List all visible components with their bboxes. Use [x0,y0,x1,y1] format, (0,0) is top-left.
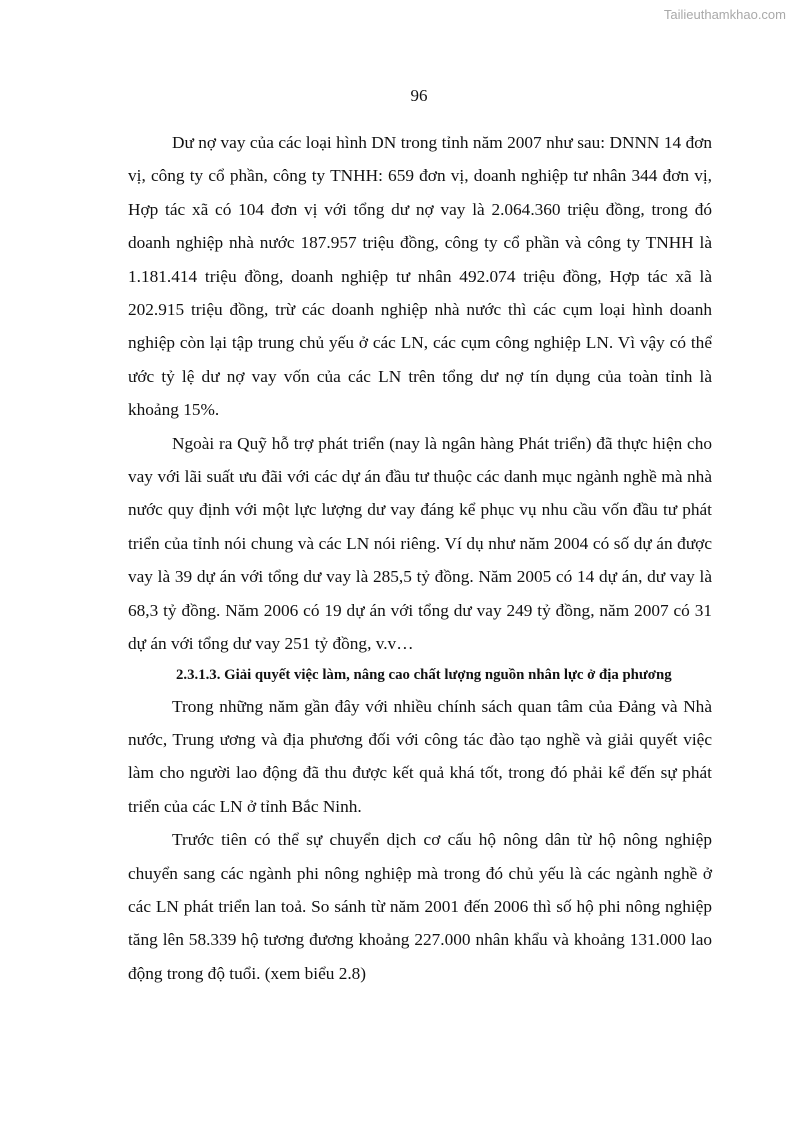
watermark: Tailieuthamkhao.com [663,7,786,22]
page-number: 96 [410,86,428,105]
paragraph: Trong những năm gần đây với nhiều chính sách quan tâm của Đảng và Nhà nước, Trung ương và địa phương đối với công tác đào tạo nghề và giải quyết việc làm cho người lao động đã thu được kết quả khá tốt, trong đó phải kể đến sự phát triển của các LN ở tỉnh Bắc Ninh. [128,696,712,816]
paragraph: Ngoài ra Quỹ hỗ trợ phát triển (nay là ngân hàng Phát triển) đã thực hiện cho vay với lãi suất ưu đãi với các dự án đầu tư thuộc các danh mục ngành nghề mà nhà nước quy định với một lực lượng dư vay đáng kể phục vụ nhu cầu vốn đầu tư phát triển của tỉnh nói chung và các LN nói riêng. Ví dụ như năm 2004 có số dự án được vay là 39 dự án với tổng dư vay là 285,5 tỷ đồng. Năm 2005 có 14 dự án, dư vay là 68,3 tỷ đồng. Năm 2006 có 19 dự án với tổng dư vay 249 tỷ đồng, năm 2007 có 31 dự án với tổng dư vay 251 tỷ đồng, v.v… [128,433,712,654]
paragraph: Trước tiên có thể sự chuyển dịch cơ cấu hộ nông dân từ hộ nông nghiệp chuyển sang các ngành phi nông nghiệp mà trong đó chủ yếu là các ngành nghề ở các LN phát triển lan toả. So sánh từ năm 2001 đến 2006 thì số hộ phi nông nghiệp tăng lên 58.339 hộ tương đương khoảng 227.000 nhân khẩu và khoảng 131.000 lao động trong độ tuổi. (xem biểu 2.8) [128,830,712,983]
paragraph: Dư nợ vay của các loại hình DN trong tỉnh năm 2007 như sau: DNNN 14 đơn vị, công ty cổ phần, công ty TNHH: 659 đơn vị, doanh nghiệp tư nhân 344 đơn vị, Hợp tác xã có 104 đơn vị với tổng dư nợ vay là 2.064.360 triệu đồng, trong đó doanh nghiệp nhà nước 187.957 triệu đồng, công ty cổ phần và công ty TNHH là 1.181.414 triệu đồng, doanh nghiệp tư nhân 492.074 triệu đồng, Hợp tác xã là 202.915 triệu đồng, trừ các doanh nghiệp nhà nước thì các cụm loại hình doanh nghiệp còn lại tập trung chủ yếu ở các LN, các cụm công nghiệp LN. Vì vậy có thể ước tỷ lệ dư nợ vay vốn của các LN trên tổng dư nợ tín dụng của toàn tỉnh là khoảng 15%. [128,133,712,420]
section-heading: 2.3.1.3. Giải quyết việc làm, nâng cao chất lượng nguồn nhân lực ở địa phương [176,666,672,683]
document-body [128,126,712,990]
